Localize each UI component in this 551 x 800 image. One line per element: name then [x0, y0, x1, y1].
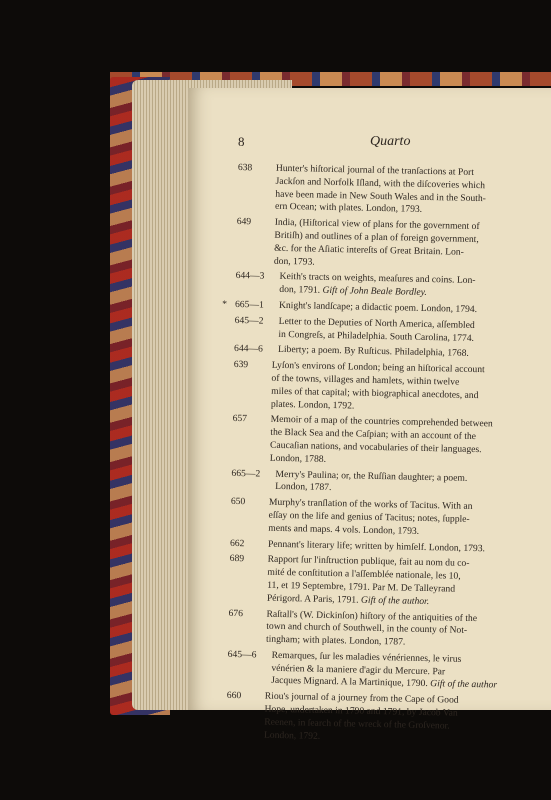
- entry-text: [271, 360, 547, 417]
- entry-number: 644—6: [233, 343, 263, 355]
- entry-body: Murphy's tranſlation of the works of Tacitus. With an eſſay on the life and genius of Tacitus; notes, ſupple- ments and maps. 4 vols. London, 1793.: [268, 496, 473, 537]
- catalog-entry: [232, 413, 546, 471]
- entry-gift-note: Gift of the author: [430, 678, 498, 692]
- entry-number: 645—2: [234, 314, 264, 327]
- book-page: [188, 88, 551, 742]
- entry-number: 645—6: [227, 648, 257, 661]
- catalog-entry: [234, 315, 547, 347]
- entry-body: Memoir of a map of the countries comprehended between the Black Sea and the Caſpian; with an account of the Caucaſian nations, and vocabularies of their languages. London, 1788.: [269, 414, 493, 465]
- entry-text: [264, 691, 540, 748]
- entry-marker: *: [222, 298, 228, 310]
- catalog-entry: [226, 690, 540, 748]
- page-header: [238, 134, 551, 154]
- entry-gift-note: Gift of the author.: [360, 594, 430, 607]
- entry-gift-note: Gift of John Beale Bordley.: [322, 284, 427, 299]
- book: [110, 72, 551, 742]
- catalog-entry: [229, 553, 543, 611]
- entry-body: Rapport ſur l'inſtruction publique, fait au nom du co- mité de conſtitution a l'aſſemblée nationale, les 10, 11, et 19 Septembre, 1791. Par M. De Talleyrand Périgord. A Paris, 1791.: [266, 554, 470, 606]
- entry-number: 650: [230, 496, 246, 508]
- entry-text: [268, 497, 544, 541]
- catalog-entry: [228, 607, 542, 652]
- entry-body: Riou's journal of a journey from the Cape of Good Hope, undertaken in 1790 and 1791, by Jacob Van Reenen, in ſearch of the wreck of the Groſvenor. London, 1792.: [263, 690, 459, 742]
- catalog-entry: [227, 649, 541, 694]
- entry-number: 662: [229, 537, 245, 549]
- entry-text: [266, 608, 542, 652]
- catalog-entry: [237, 162, 551, 220]
- entry-text: [267, 554, 543, 611]
- entry-number: 649: [236, 216, 252, 228]
- entry-number: 676: [228, 607, 244, 619]
- entry-body: Remarques, ſur les maladies vénériennes, le virus vénérien & la maniere d'agir du Mercure. Par Jacques Mignard. A la Martinique, 1790.: [271, 649, 462, 690]
- catalog-entry: [230, 496, 544, 541]
- entry-body: Raſtall's (W. Dickinſon) hiſtory of the antiquities of the town and church of Southwell, in the county of Not- tingham; with plates. London, 1787.: [265, 608, 478, 648]
- entry-number: 638: [237, 162, 253, 174]
- entry-text: [275, 163, 551, 220]
- entry-text: [275, 468, 544, 499]
- entry-text: [278, 316, 547, 347]
- entry-text: [279, 271, 548, 302]
- section-title: Quarto: [370, 134, 411, 149]
- entry-body: Keith's tracts on weights, meaſures and coins. Lon- don, 1791.: [279, 271, 476, 296]
- catalog-entry: [236, 216, 550, 274]
- entry-number: 665—1: [234, 298, 264, 311]
- entry-body: Liberty; a poem. By Ruſticus. Philadelphia, 1768.: [277, 344, 469, 360]
- page-number: 8: [238, 134, 245, 149]
- entry-body: Lyſon's environs of London; being an hiſtorical account of the towns, villages and hamlets, within twelve miles of that capital; with biographical anecdotes, and plates. London, 1792.: [270, 359, 485, 412]
- entry-body: Merry's Paulina; or, the Ruſſian daughter; a poem. London, 1787.: [275, 468, 468, 494]
- entry-text: [271, 650, 541, 694]
- entry-text: [274, 217, 550, 274]
- catalog-entry: [233, 359, 547, 417]
- entry-body: Knight's landſcape; a didactic poem. London, 1794.: [278, 299, 478, 316]
- entry-number: 689: [229, 553, 245, 565]
- catalog-entry: [235, 270, 548, 302]
- entry-number: 665—2: [231, 467, 261, 480]
- catalog-entries: [222, 162, 551, 751]
- entry-number: 660: [226, 690, 242, 702]
- catalog-entry: [231, 467, 544, 499]
- entry-number: 657: [232, 413, 248, 425]
- entry-body: Pennant's literary life; written by himſelf. London, 1793.: [267, 538, 486, 554]
- entry-body: India, (Hiſtorical view of plans for the government of Britiſh) and outlines of a plan of foreign government, &c. for the Aſiatic intereſts of Great Britain. Lon- don, 1793.: [273, 216, 480, 268]
- entry-body: Letter to the Deputies of North America, aſſembled in Congreſs, at Philadelphia. South Carolina, 1774.: [278, 315, 475, 344]
- entry-number: 639: [233, 359, 249, 371]
- entry-body: Hunter's hiſtorical journal of the tranſactions at Port Jackſon and Norfolk Iſland, with the diſcoveries which have been made in New South Wales and in the South- ern Ocean; with plates. London, 1793.: [274, 162, 487, 216]
- entry-number: 644—3: [235, 270, 265, 282]
- entry-text: [270, 414, 546, 471]
